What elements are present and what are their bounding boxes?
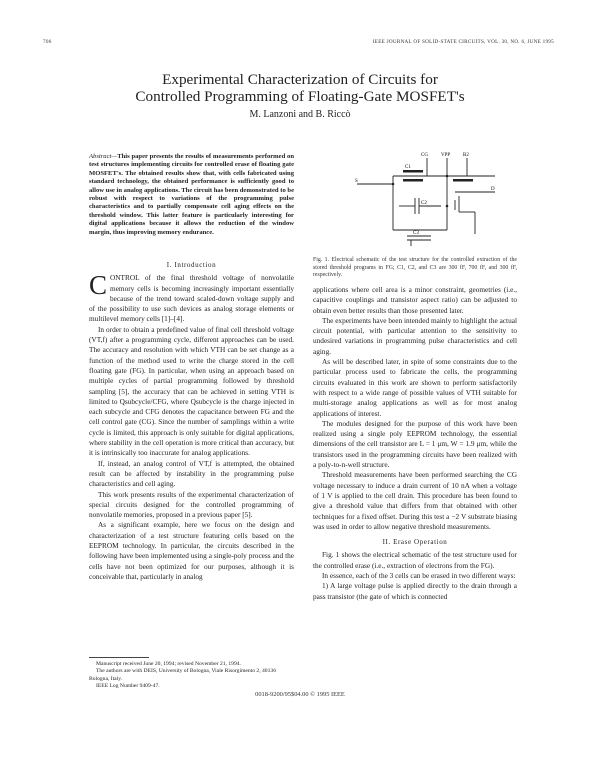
schematic-label-s: S (355, 179, 358, 184)
abstract-label: Abstract— (89, 153, 118, 160)
footnote-2: The authors are with DEIS, University of Bologna, Viale Risorgimento 2, 40136 Bologna, Italy. (89, 668, 276, 682)
title-line-2: Controlled Programming of Floating-Gate MOSFET's (135, 88, 465, 105)
abstract-text: This paper presents the results of measurements performed on test structures implementing circuits for controlled erase of floating gate MOSFET's. The obtained results show that, with cells fabricated using standard technology, the obtained performance is sufficiently good to allow use in analog applications. The circuit has been demonstrated to be robust with respect to variations of the programming pulse characteristics and to partially compensate cell aging effects on the threshold window. This latter feature is particularly interesting for digital applications because it allows the reduction of the window margin, thus improving memory endurance. (89, 153, 294, 236)
right-paragraph-8: 1) A large voltage pulse is applied directly to the drain through a pass transistor (the gate of which is connected (313, 581, 517, 601)
right-column (313, 285, 517, 602)
left-column (89, 255, 294, 582)
right-paragraph-6: Fig. 1 shows the electrical schematic of the test structure used for the controlled erase (i.e., extraction of electrons from the FG). (313, 550, 517, 570)
intro-paragraph-3: If, instead, an analog control of VT,f is attempted, the obtained result can be affected by instability in the programming pulse characteristics and cell aging. (89, 458, 294, 489)
intro-paragraph-4: This work presents results of the experimental characterization of special circuits designed for the controlled programming of nonvolatile memories, proposed in a previous paper [5]. (89, 489, 294, 520)
right-paragraph-4: The modules designed for the purpose of this work have been realized using a single poly EEPROM technology, the essential dimensions of the cell transistor are L = 1 μm, W = 1.9 μm, while the transistors used in the programming circuits have been realized with a poly-to-n-well structure. (313, 418, 517, 470)
schematic-label-cg: CG (421, 153, 428, 158)
footnote-1: Manuscript received June 20, 1994; revised November 21, 1994. (96, 661, 241, 667)
schematic-label-c1: C1 (405, 165, 411, 170)
circuit-schematic (355, 148, 500, 248)
right-paragraph-5: Threshold measurements have been performed searching the CG voltage necessary to induce a drain current of 10 nA when a voltage of 1 V is applied to the cell drain. This procedure has been found to give a threshold value that differs from that obtained with other techniques for a fixed offset. During this test a −2 V substrate biasing was used in order to allow negative threshold measurements. (313, 470, 517, 531)
title-line-1: Experimental Characterization of Circuits for (162, 71, 438, 88)
footnote-3: IEEE Log Number 9409-47. (96, 682, 160, 689)
schematic-label-vpp: VPP (441, 153, 451, 158)
authors: M. Lanzoni and B. Riccò (249, 109, 351, 120)
right-paragraph-2: The experiments have been intended mainly to highlight the actual circuit potential, with particular attention to the sensitivity to undesired variations in programming pulse characteristics and cell aging. (313, 315, 517, 356)
schematic-label-c3: C3 (413, 231, 419, 236)
right-paragraph-1: applications where cell area is a minor constraint, geometries (i.e., capacitive couplings and transistor aspect ratio) can be adjusted to obtain even better results than those presented later. (313, 285, 517, 315)
section-heading-erase: II. Erase Operation (382, 538, 448, 547)
page-number: 706 (43, 39, 52, 45)
figure-caption: Fig. 1. Electrical schematic of the test structure for the controlled extraction of the stored threshold programs in FG; C1, C2, and C3 are 300 fF, 700 fF, and 300 fF, respectively. (313, 257, 517, 278)
section-heading-intro: I. Introduction (166, 261, 217, 269)
doi-line: 0018-9200/95$04.00 © 1995 IEEE (255, 691, 345, 698)
drop-cap: C (89, 270, 108, 301)
schematic-label-d: D (491, 187, 495, 192)
running-header: IEEE JOURNAL OF SOLID-STATE CIRCUITS, VOL. 30, NO. 6, JUNE 1995 (372, 39, 554, 45)
right-paragraph-3: As will be described later, in spite of some constraints due to the particular process used to fabricate the cells, the programming circuits evaluated in this work are shown to perform satisfactorily with respect to a wide range of possible values of VTH suitable for multi-storage analog applications as well as for most analog applications of interest. (313, 357, 517, 418)
intro-paragraph-1: CONTROL of the final threshold voltage of nonvolatile memory cells is becoming increasingly important essentially because of the trend toward scaled-down voltage supply and of the possibility to use such devices as analog storage elements or multilevel memory cells [1]–[4]. (89, 270, 294, 324)
paper-title (0, 71, 600, 105)
intro-paragraph-2: In order to obtain a predefined value of final cell threshold voltage (VT,f) after a programming cycle, different approaches can be used. The accuracy and resolution with which VTH can be set change as a function of the method used to write the charge stored in the cell floating gate (FG). In particular, when using an approach based on multiple cycles of partial programming followed by threshold sampling [5], the accuracy that can be achieved in setting VTH is limited to Qsubcycle/CFG, where Qsubcycle is the charge injected in each subcycle and CFG denotes the capacitance between FG and the cell control gate (CG). Since the number of samplings within a write cycle is limited, this approach is only suitable for digital applications, where stability in the cell operation is more critical than accuracy, but it is intrinsically too inaccurate for analog applications. (89, 324, 294, 458)
abstract (89, 153, 294, 237)
schematic-label-c2: C2 (421, 201, 427, 206)
intro-paragraph-5: As a significant example, here we focus on the design and characterization of a test structure featuring cells based on the EEPROM technology. In particular, the circuits described in the following have been implemented using a single-poly process and the cells have not been optimized for our purposes, although it is conceivable that, particularly in analog (89, 520, 294, 581)
schematic-label-b2: B2 (463, 153, 469, 158)
footnotes (89, 661, 294, 690)
footnote-rule (89, 657, 149, 658)
right-paragraph-7: In essence, each of the 3 cells can be erased in two different ways: (322, 571, 516, 581)
